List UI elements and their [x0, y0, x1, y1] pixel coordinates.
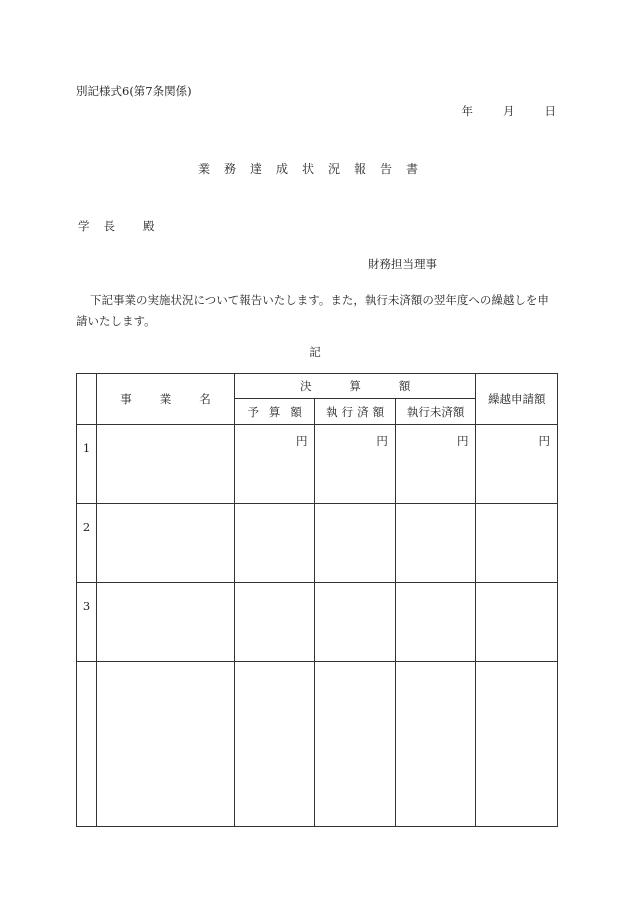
project-name-cell[interactable]	[97, 583, 235, 662]
date-line	[462, 103, 557, 119]
addressee-honorific: 殿	[143, 219, 155, 233]
project-name-cell[interactable]	[97, 504, 235, 583]
unexecuted-cell[interactable]	[395, 583, 476, 662]
date-day: 日	[544, 104, 556, 118]
budget-cell[interactable]	[234, 583, 314, 662]
addressee-char-2: 長	[103, 219, 115, 233]
date-year: 年	[461, 104, 473, 118]
unexecuted-cell[interactable]	[395, 662, 476, 827]
row-number: 1	[77, 425, 97, 504]
table-row	[77, 662, 558, 827]
table-row	[77, 504, 558, 583]
row-number: 3	[77, 583, 97, 662]
table-header-row	[77, 374, 558, 399]
unexecuted-cell[interactable]: 円	[395, 425, 476, 504]
carryover-cell[interactable]	[476, 504, 558, 583]
addressee-char-1: 学	[78, 219, 90, 233]
unexecuted-cell[interactable]	[395, 504, 476, 583]
project-name-cell[interactable]	[97, 425, 235, 504]
header-settlement: 決算額	[234, 374, 475, 399]
document-title: 業務達成状況報告書	[197, 162, 432, 176]
carryover-cell[interactable]	[476, 583, 558, 662]
report-table	[76, 373, 558, 827]
header-unexecuted: 執行未済額	[395, 399, 476, 425]
table-row	[77, 425, 558, 504]
form-label: 別記様式6(第7条関係)	[76, 84, 192, 98]
table-row	[77, 583, 558, 662]
executed-cell[interactable]	[315, 583, 395, 662]
budget-cell[interactable]: 円	[234, 425, 314, 504]
row-number: 2	[77, 504, 97, 583]
header-project-name: 事業名	[97, 374, 235, 425]
budget-cell[interactable]	[234, 662, 314, 827]
executed-cell[interactable]: 円	[315, 425, 395, 504]
header-number-cell	[77, 374, 97, 425]
addressee	[78, 218, 155, 234]
header-budget: 予算額	[234, 399, 314, 425]
ki-heading: 記	[309, 345, 321, 359]
body-paragraph: 下記事業の実施状況について報告いたします。また，執行未済額の翌年度への繰越しを申請いたします。	[76, 293, 549, 328]
executed-cell[interactable]	[315, 504, 395, 583]
header-carryover: 繰越申請額	[476, 374, 558, 425]
project-name-cell[interactable]	[97, 662, 235, 827]
date-month: 月	[503, 104, 515, 118]
header-executed: 執行済額	[315, 399, 395, 425]
carryover-cell[interactable]	[476, 662, 558, 827]
executed-cell[interactable]	[315, 662, 395, 827]
signer: 財務担当理事	[368, 257, 437, 271]
row-number	[77, 662, 97, 827]
carryover-cell[interactable]: 円	[476, 425, 558, 504]
budget-cell[interactable]	[234, 504, 314, 583]
